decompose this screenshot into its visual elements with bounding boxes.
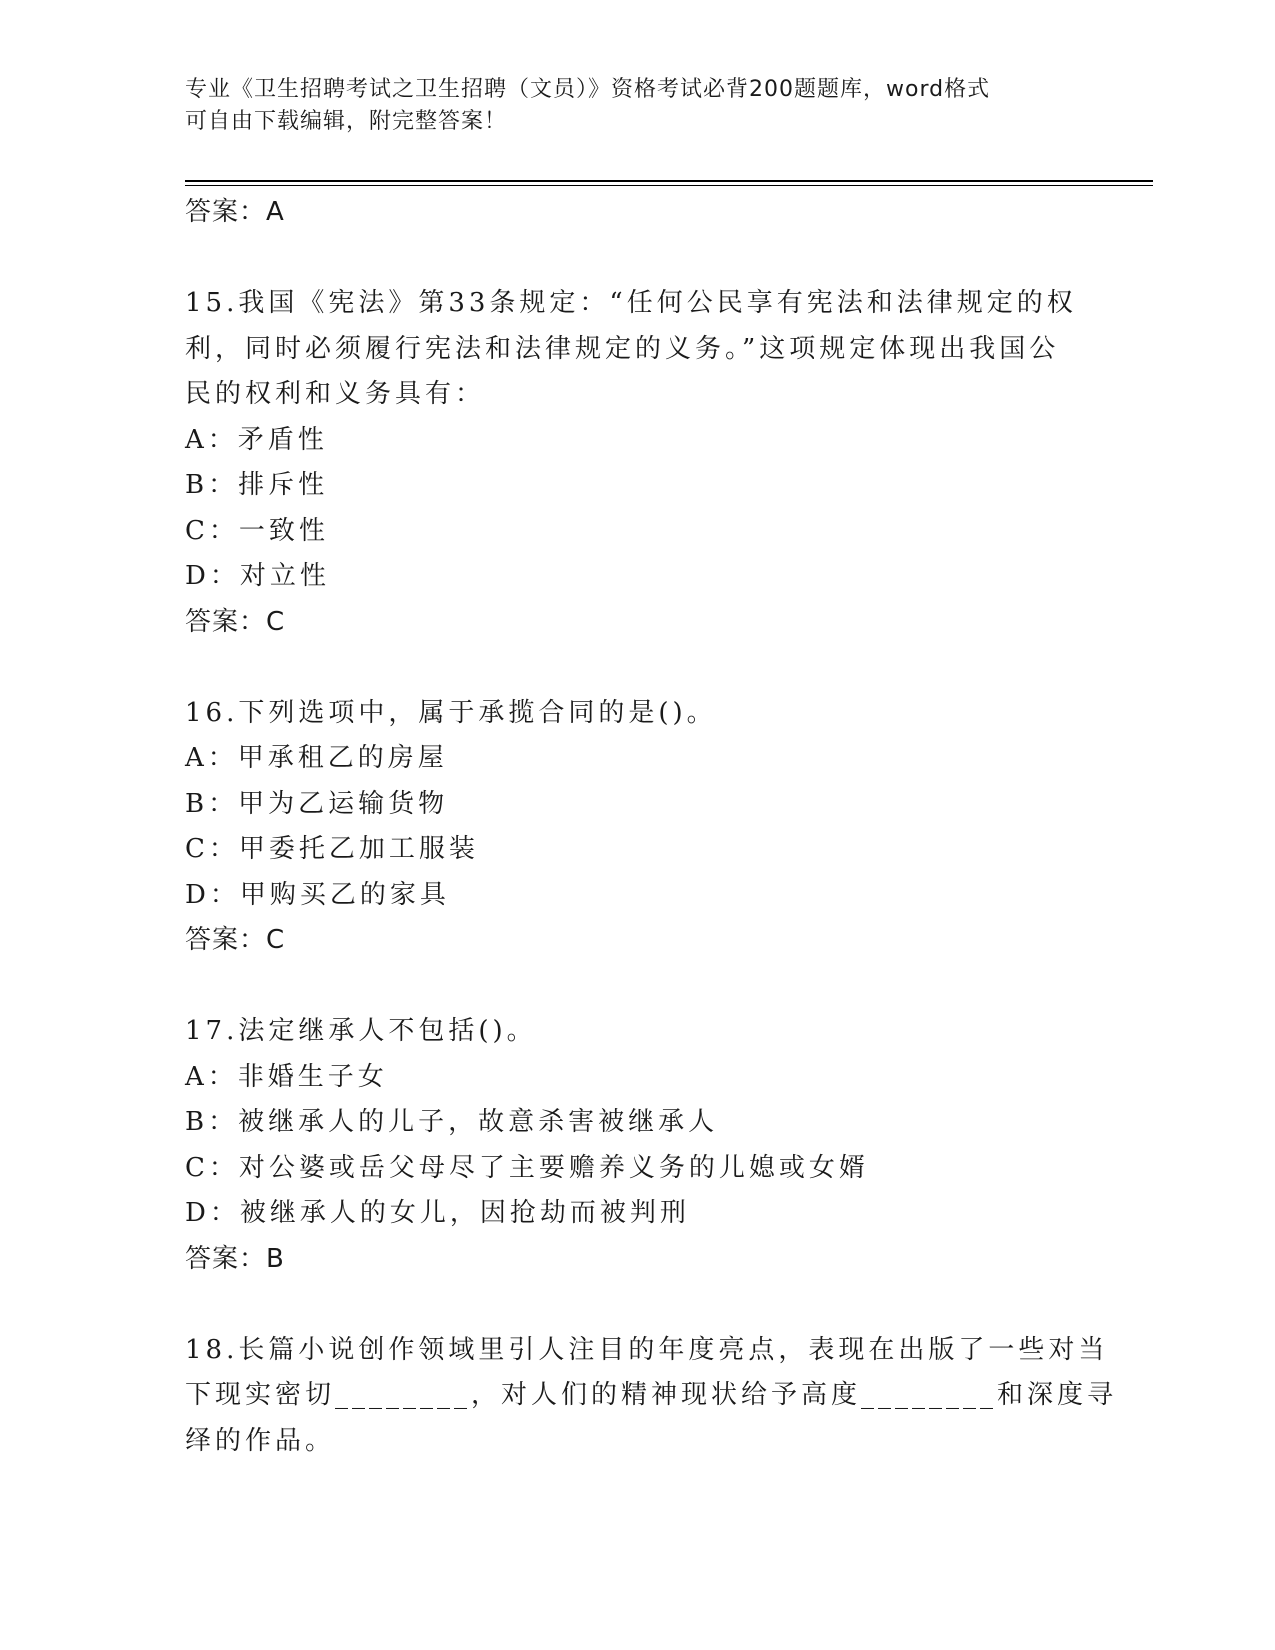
option-a: A：甲承租乙的房屋: [185, 743, 448, 773]
option-a: A：非婚生子女: [185, 1061, 388, 1092]
question-stem-line: 绎的作品。: [185, 1425, 336, 1456]
question-stem-line: 16.下列选项中，属于承揽合同的是()。: [185, 697, 717, 728]
option-d: D：被继承人的女儿，因抢劫而被判刑: [185, 1198, 690, 1228]
option-d: D：甲购买乙的家具: [185, 879, 450, 910]
option-c: C：对公婆或岳父母尽了主要赡养义务的儿媳或女婿: [185, 1152, 869, 1183]
option-b: B：甲为乙运输货物: [185, 788, 449, 819]
question-16: [185, 691, 1085, 964]
question-15: [185, 281, 1085, 645]
document-header: [185, 74, 1065, 138]
header-line-2: 可自由下载编辑，附完整答案！: [185, 109, 508, 134]
header-line-1: 专业《卫生招聘考试之卫生招聘（文员）》资格考试必背200题题库，word格式: [185, 77, 991, 102]
question-stem-line: 17.法定继承人不包括()。: [185, 1016, 537, 1046]
question-stem-line: 民的权利和义务具有：: [185, 379, 486, 409]
header-divider-thick: [185, 180, 1153, 182]
answer-line: 答案：C: [185, 606, 286, 637]
option-a: A：矛盾性: [185, 424, 328, 455]
question-stem-line: 18.长篇小说创作领域里引人注目的年度亮点，表现在出版了一些对当: [185, 1334, 1109, 1365]
option-d: D：对立性: [185, 561, 330, 591]
option-b: B：被继承人的儿子，故意杀害被继承人: [185, 1107, 719, 1137]
answer-line: 答案：C: [185, 925, 286, 955]
question-17: [185, 1009, 1085, 1282]
option-c: C：一致性: [185, 515, 329, 546]
question-18: [185, 1328, 1118, 1465]
question-stem-line: 利，同时必须履行宪法和法律规定的义务。”这项规定体现出我国公: [185, 333, 1060, 364]
question-list: [185, 190, 1118, 1464]
question-stem-line: 15.我国《宪法》第33条规定：“任何公民享有宪法和法律规定的权: [185, 288, 1077, 318]
question-stem-line: 下现实密切________，对人们的精神现状给予高度________和深度寻: [185, 1380, 1118, 1410]
answer-line: 答案：B: [185, 1243, 285, 1274]
option-b: B：排斥性: [185, 470, 329, 500]
header-divider-thin: [185, 185, 1153, 186]
option-c: C：甲委托乙加工服装: [185, 834, 479, 864]
answer-line: 答案：A: [185, 197, 285, 227]
